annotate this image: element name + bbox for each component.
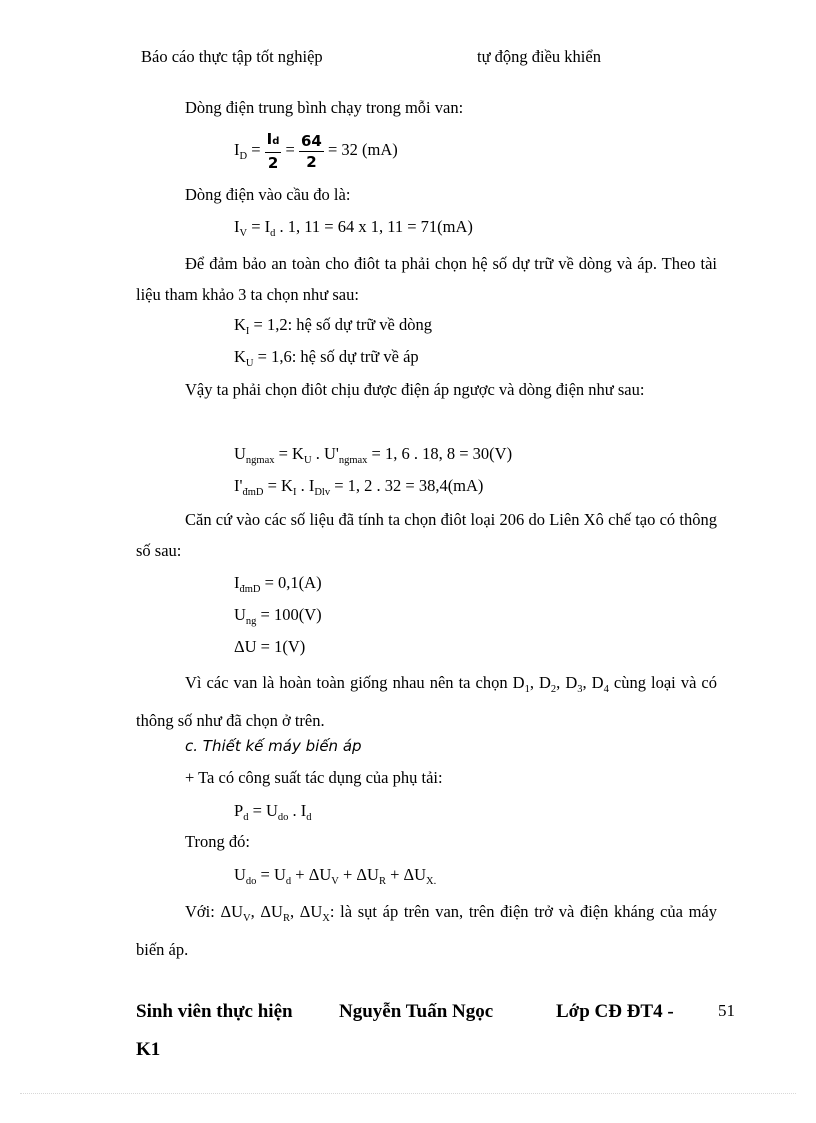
footer-class: Lớp CĐ ĐT4 - — [556, 1001, 674, 1022]
formula-pd: $P_d = U_{do}$ . $I_d$ — [234, 801, 312, 823]
section-heading-c: c. Thiết kế máy biến áp — [185, 737, 362, 755]
page-number: 51 — [718, 1001, 735, 1020]
footer-class-continued: K1 — [136, 1039, 161, 1060]
formula-idmd: $I'_{đmD} = K_I$ . $I_{Dlv} = 1$, 2 . 32 = 38,4(mA) — [234, 476, 484, 498]
paragraph-6: Vì các van là hoàn toàn giống nhau nên ta chọn $D_1$, $D_2$, $D_3$, $D_4$ cùng loại và có thông số như đã chọn ở trên. — [136, 673, 718, 730]
paragraph-2: Dòng điện vào cầu đo là: — [185, 185, 351, 204]
paragraph-3: Để đảm bảo an toàn cho điôt ta phải chọn hệ số dự trữ về dòng và áp. Theo tài liệu tham khảo 3 ta chọn như sau: — [136, 254, 717, 304]
fraction-id-over-2: $\frac{Id}{2}$ — [266, 130, 280, 172]
fraction-64-over-2: $\frac{64}{2}$ — [300, 131, 322, 171]
paragraph-5: Căn cứ vào các số liệu đã tính ta chọn điôt loại 206 do Liên Xô chế tạo có thông số sau: — [136, 510, 717, 560]
formula-idmd-rated: $I_{đmD} = 0,1(A)$ — [234, 573, 322, 595]
formula-udo: $U_{do} = U_d + \Delta U_V + \Delta U_R + \Delta U_{X.}$ — [234, 865, 437, 887]
formula-delta-u: ΔU = 1(V) — [234, 637, 306, 656]
paragraph-4: Vậy ta phải chọn điôt chịu được điện áp ngược và dòng điện như sau: — [185, 380, 645, 399]
footer-student-name: Nguyễn Tuấn Ngọc — [339, 1001, 494, 1022]
formula-ung: $U_{ng} = 100(V)$ — [234, 605, 322, 627]
formula-ki: $K_I = 1,2$: hệ số dự trữ về dòng — [234, 315, 432, 337]
paragraph-7: + Ta có công suất tác dụng của phụ tải: — [185, 768, 443, 787]
paragraph-1: Dòng điện trung bình chạy trong mỗi van: — [185, 98, 464, 117]
paragraph-8: Trong đó: — [185, 832, 250, 851]
formula-id: $I_D$ = $\frac{Id}{2}$ = $\frac{64}{2}$ = 32 (mA) — [234, 130, 398, 172]
page-bottom-divider — [20, 1093, 796, 1094]
paragraph-9: Với: $\Delta U_V$, $\Delta U_R$, $\Delta U_X$: là sụt áp trên van, trên điện trở và điện kháng của máy biến áp. — [136, 902, 717, 959]
formula-iv: $I_V = I_d$ . 1, 11 = 64 x 1, 11 = 71(mA) — [234, 217, 473, 239]
footer-label: Sinh viên thực hiện — [136, 1001, 293, 1022]
formula-ungmax: $U_{ngmax} = K_U$ . $U'_{ngmax} = 1$, 6 . 18, 8 = 30(V) — [234, 444, 513, 466]
header-right: tự động điều khiển — [477, 47, 601, 66]
header-left: Báo cáo thực tập tốt nghiệp — [141, 47, 323, 66]
formula-ku: $K_U = 1,6$: hệ số dự trữ về áp — [234, 347, 419, 369]
